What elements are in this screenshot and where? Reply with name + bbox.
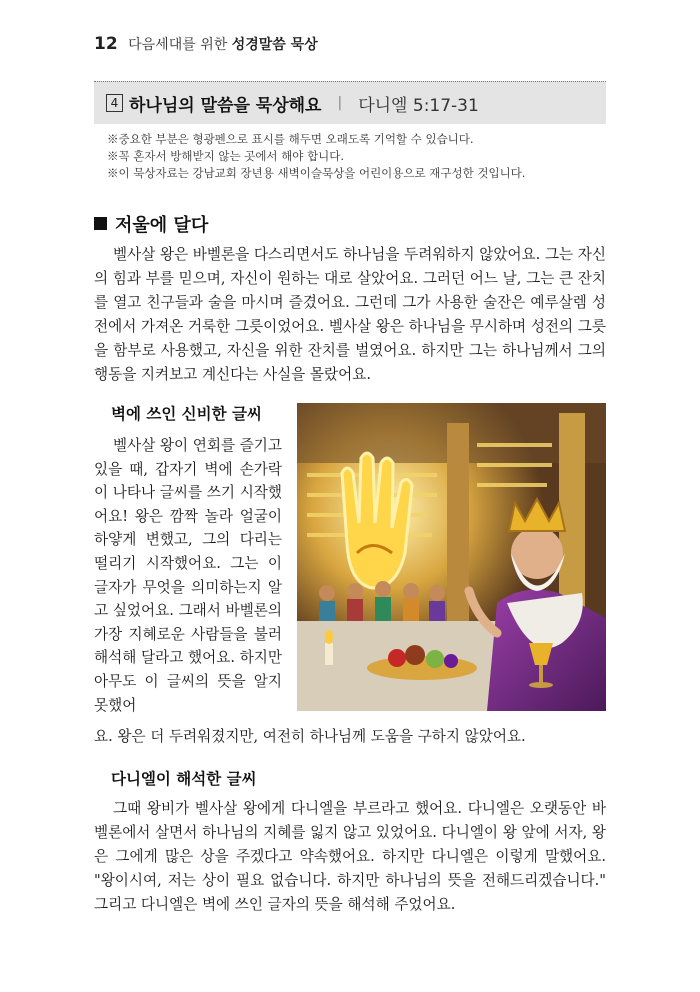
series-name: 다음세대를 위한: [128, 37, 228, 53]
paragraph-3: 그때 왕비가 벨사살 왕에게 다니엘을 부르라고 했어요. 다니엘은 오랫동안 바벨론에서 살면서 하나님의 지혜를 잃지 않고 있었어요. 다니엘이 왕 앞에 서자, 왕은 그에게 많은 상을 주겠다고 약속했어요. 하지만 다니엘은 이렇게 말했어요. "왕이시여, 저는 상이 필요 없습니다. 하지만 하나님의 뜻을 전해드리겠습니다." 그리고 다니엘은 벽에 쓰인 글자의 뜻을 해석해 주었어요.: [94, 800, 606, 913]
book-title: 성경말씀 묵상: [231, 37, 318, 53]
subsection-heading-2: 다니엘이 해석한 글씨: [111, 770, 257, 788]
banner-separator: |: [337, 95, 343, 111]
scripture-reference: 다니엘 5:17-31: [358, 95, 479, 116]
step-number-box: 4: [106, 94, 123, 112]
note-item: ※중요한 부분은 형광펜으로 표시를 해두면 오래도록 기억할 수 있습니다.: [107, 132, 474, 146]
paragraph-2: 벨사살 왕이 연회를 즐기고 있을 때, 갑자기 벽에 손가락이 나타나 글씨를 쓰기 시작했어요! 왕은 깜짝 놀라 얼굴이 하얗게 변했고, 그의 다리는 떨리기 시작했어요. 그는 이 글자가 무엇을 의미하는지 알고 싶었어요. 그래서 바벨론의 가장 지혜로운 사람들을 불러 해석해 달라고 했어요. 하지만 아무도 이 글씨의 뜻을 알지 못했어: [94, 437, 282, 714]
running-header: [94, 34, 318, 54]
paragraph-2-continuation: 요. 왕은 더 두려워졌지만, 여전히 하나님께 도움을 구하지 않았어요.: [94, 728, 526, 745]
paragraph-1: 벨사살 왕은 바벨론을 다스리면서도 하나님을 두려워하지 않았어요. 그는 자신의 힘과 부를 믿으며, 자신이 원하는 대로 살았어요. 그러던 어느 날, 그는 큰 잔치를 열고 친구들과 술을 마시며 즐겼어요. 그런데 그가 사용한 술잔은 예루살렘 성전에서 가져온 거룩한 그릇이었어요. 벨사살 왕은 하나님을 무시하며 성전의 그릇을 함부로 사용했고, 자신을 위한 잔치를 벌였어요. 하지만 그는 하나님께서 그의 행동을 지켜보고 계신다는 사실을 몰랐어요.: [94, 246, 606, 383]
page-number: 12: [94, 34, 118, 54]
banner-title: 하나님의 말씀을 묵상해요: [129, 95, 322, 116]
section-banner: [94, 81, 606, 124]
section-heading-text: 저울에 달다: [115, 215, 209, 236]
note-item: ※이 묵상자료는 강남교회 장년용 새벽이슬묵상을 어린이용으로 재구성한 것입니다.: [107, 166, 526, 180]
usage-notes: [107, 131, 607, 182]
subsection-heading-1: 벽에 쓰인 신비한 글씨: [111, 405, 262, 423]
candle: [325, 630, 333, 665]
feast-illustration: [297, 403, 606, 711]
section-heading: [94, 211, 208, 237]
square-bullet-icon: [94, 217, 107, 230]
note-item: ※꼭 혼자서 방해받지 않는 곳에서 해야 합니다.: [107, 149, 345, 163]
